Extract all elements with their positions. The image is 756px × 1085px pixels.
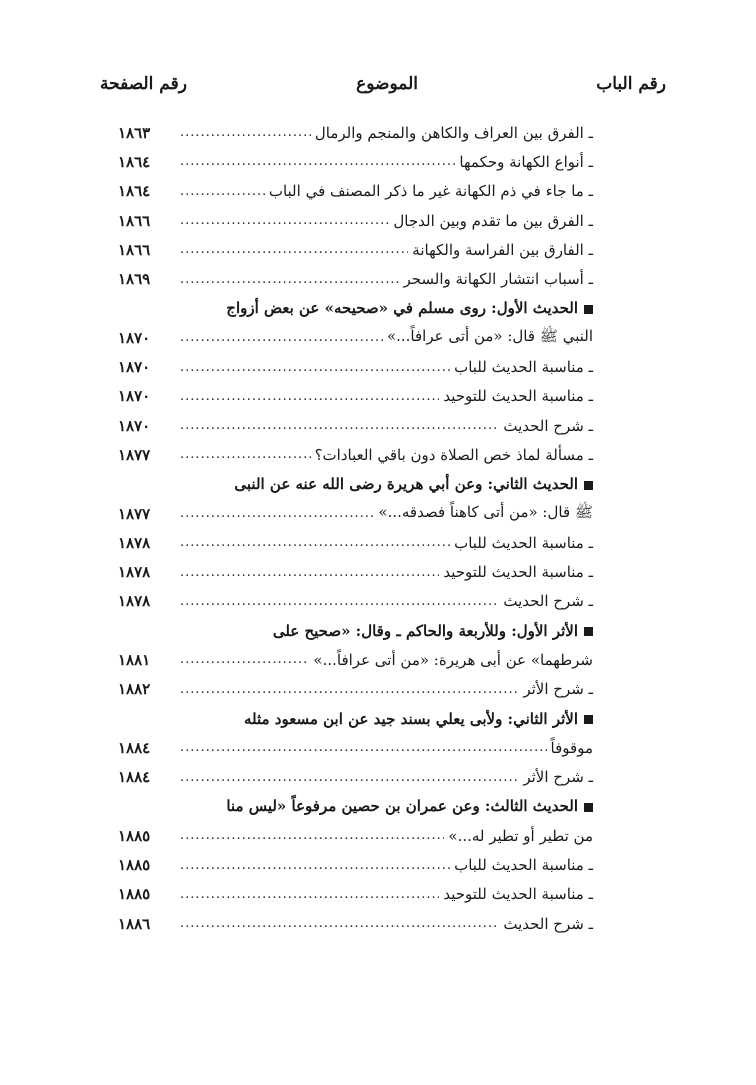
toc-entry — [118, 440, 593, 469]
toc-entry — [118, 528, 593, 557]
toc-entry-label: ـ شرح الأثر — [523, 680, 593, 699]
toc-page-number: ١٨٧٨ — [118, 563, 151, 582]
toc-entry-text — [455, 153, 593, 171]
toc-entry-label: ـ أسباب انتشار الكهانة والسحر — [403, 270, 593, 289]
square-bullet-icon — [584, 627, 593, 636]
toc-entry-text — [499, 417, 593, 435]
toc-entry — [118, 352, 593, 381]
toc-entry-label: ـ مسألة لماذ خص الصلاة دون باقي العبادات؟ — [314, 445, 593, 464]
toc-entry-text — [311, 446, 593, 464]
toc-entry-label: شرطهما» عن أبى هريرة: «من أتى عرافاً...» — [313, 650, 593, 669]
toc-entry — [118, 733, 593, 762]
toc-entry-label: النبي ﷺ قال: «من أتى عرافاً...» — [386, 326, 593, 345]
toc-entry-text — [222, 797, 593, 815]
toc-entry-text — [547, 739, 593, 757]
toc-entry — [118, 880, 593, 909]
toc-entry — [118, 821, 593, 850]
dot-leader — [180, 565, 439, 580]
toc-entry-label: ـ الفرق بين ما تقدم وبين الدجال — [393, 211, 593, 230]
toc-entry — [118, 675, 593, 704]
topic-heading: الموضوع — [356, 74, 418, 94]
toc-entry-text — [439, 563, 593, 581]
toc-entry-label: ـ الفرق بين العراف والكاهن والمنجم والرمال — [314, 123, 593, 142]
toc-page-number: ١٨٨٥ — [118, 856, 151, 875]
toc-entry — [118, 264, 593, 293]
toc-entry — [118, 411, 593, 440]
dot-leader — [180, 594, 499, 609]
toc-entry — [118, 850, 593, 879]
dot-leader — [180, 184, 265, 199]
toc-entries — [118, 118, 593, 938]
dot-leader — [180, 242, 408, 257]
toc-entry-label: ـ مناسبة الحديث للتوحيد — [443, 563, 593, 582]
toc-entry — [118, 763, 593, 792]
toc-page-number: ١٨٧٧ — [118, 445, 151, 464]
toc-entry-label: ـ شرح الحديث — [503, 416, 593, 435]
toc-entry-label: ـ مناسبة الحديث للباب — [454, 358, 593, 377]
toc-entry-label: ـ الفارق بين الفراسة والكهانة — [412, 240, 593, 259]
dot-leader — [180, 418, 499, 433]
toc-entry-text — [450, 358, 593, 376]
square-bullet-icon — [584, 715, 593, 724]
toc-entry-text — [309, 651, 593, 669]
toc-page-number: ١٨٧٠ — [118, 358, 151, 377]
toc-entry-text — [399, 270, 593, 288]
dot-leader — [180, 682, 519, 697]
toc-entry-label: ـ مناسبة الحديث للباب — [454, 856, 593, 875]
dot-leader — [180, 213, 389, 228]
dot-leader — [180, 535, 450, 550]
toc-entry-label: الأثر الثاني: ولأبى يعلي بسند جيد عن ابن مسعود مثله — [244, 709, 578, 728]
dot-leader — [180, 389, 439, 404]
toc-entry-label: الحديث الأول: روى مسلم في «صحيحه» عن بعض أزواج — [226, 299, 578, 318]
toc-entry-label: الحديث الثالث: وعن عمران بن حصين مرفوعاً «ليس منا — [226, 797, 578, 816]
toc-entry-label: موقوفاً — [550, 738, 593, 757]
toc-page-number: ١٨٨٤ — [118, 768, 151, 787]
toc-page-number: ١٨٨٤ — [118, 738, 151, 757]
toc-entry-text — [269, 622, 593, 640]
toc-page-number: ١٨٧٧ — [118, 504, 151, 523]
toc-page-number: ١٨٧٨ — [118, 592, 151, 611]
toc-entry-label: الحديث الثاني: وعن أبي هريرة رضى الله عنه عن النبى — [234, 475, 578, 494]
toc-page-number: ١٨٨٦ — [118, 914, 151, 933]
toc-entry-label: الأثر الأول: وللأربعة والحاكم ـ وقال: «صحيح على — [272, 621, 578, 640]
toc-entry-text — [265, 182, 593, 200]
dot-leader — [180, 828, 444, 843]
toc-entry-text — [383, 327, 593, 349]
dot-leader — [180, 916, 499, 931]
dot-leader — [180, 272, 399, 287]
toc-page-number: ١٨٨٢ — [118, 680, 151, 699]
dot-leader — [180, 125, 311, 140]
toc-entry — [118, 499, 593, 528]
toc-entry-label: ـ مناسبة الحديث للتوحيد — [443, 885, 593, 904]
toc-entry-text — [450, 856, 593, 874]
toc-page-number: ١٨٧٠ — [118, 387, 151, 406]
toc-entry — [118, 616, 593, 645]
toc-page-number: ١٨٧٨ — [118, 533, 151, 552]
toc-entry — [118, 206, 593, 235]
chapter-number-heading: رقم الباب — [596, 74, 666, 94]
toc-entry-label: من تطير أو تطير له...» — [448, 826, 593, 845]
dot-leader — [180, 652, 309, 667]
toc-entry — [118, 235, 593, 264]
toc-entry-label: ـ ما جاء في ذم الكهانة غير ما ذكر المصنف في الباب — [268, 182, 593, 201]
toc-entry — [118, 323, 593, 352]
toc-entry-text — [499, 592, 593, 610]
toc-entry — [118, 470, 593, 499]
toc-entry-text — [439, 387, 593, 405]
square-bullet-icon — [584, 803, 593, 812]
toc-entry-text — [408, 241, 593, 259]
toc-entry — [118, 792, 593, 821]
toc-entry — [118, 382, 593, 411]
toc-entry — [118, 587, 593, 616]
toc-entry-label: ـ مناسبة الحديث للباب — [454, 533, 593, 552]
toc-entry-text — [230, 475, 593, 493]
toc-entry-text — [311, 124, 593, 142]
toc-page-number: ١٨٨١ — [118, 650, 151, 669]
toc-entry-text — [519, 680, 593, 698]
toc-entry-text — [222, 299, 593, 317]
toc-page-number: ١٨٦٦ — [118, 240, 151, 259]
toc-entry-text — [240, 710, 593, 728]
toc-page-number: ١٨٧٠ — [118, 328, 151, 347]
toc-entry — [118, 909, 593, 938]
dot-leader — [180, 447, 311, 462]
dot-leader — [180, 330, 383, 345]
toc-page-number: ١٨٦٩ — [118, 270, 151, 289]
toc-entry-text — [499, 915, 593, 933]
dot-leader — [180, 858, 450, 873]
square-bullet-icon — [584, 481, 593, 490]
dot-leader — [180, 506, 374, 521]
toc-entry — [118, 557, 593, 586]
toc-entry — [118, 118, 593, 147]
toc-page-number: ١٨٧٠ — [118, 416, 151, 435]
toc-entry — [118, 294, 593, 323]
toc-entry — [118, 147, 593, 176]
toc-entry-text — [389, 212, 593, 230]
toc-page-number: ١٨٨٥ — [118, 826, 151, 845]
toc-entry-label: ـ شرح الأثر — [523, 768, 593, 787]
toc-page-number: ١٨٦٤ — [118, 152, 151, 171]
toc-page-number: ١٨٨٥ — [118, 885, 151, 904]
square-bullet-icon — [584, 305, 593, 314]
toc-entry-text — [374, 503, 593, 525]
dot-leader — [180, 740, 547, 755]
toc-entry-text — [439, 885, 593, 903]
dot-leader — [180, 887, 439, 902]
toc-entry — [118, 177, 593, 206]
toc-entry-text — [519, 768, 593, 786]
toc-page-number: ١٨٦٣ — [118, 123, 151, 142]
toc-entry-text — [444, 827, 593, 845]
dot-leader — [180, 770, 519, 785]
dot-leader — [180, 154, 455, 169]
toc-entry-label: ـ شرح الحديث — [503, 592, 593, 611]
toc-entry-label: ـ شرح الحديث — [503, 914, 593, 933]
toc-entry — [118, 704, 593, 733]
page-number-heading: رقم الصفحة — [100, 74, 187, 94]
dot-leader — [180, 360, 450, 375]
toc-entry-label: ـ مناسبة الحديث للتوحيد — [443, 387, 593, 406]
toc-entry-text — [450, 534, 593, 552]
toc-page-number: ١٨٦٦ — [118, 211, 151, 230]
toc-header — [100, 74, 666, 104]
toc-page-number: ١٨٦٤ — [118, 182, 151, 201]
toc-entry — [118, 645, 593, 674]
toc-entry-label: ـ أنواع الكهانة وحكمها — [459, 152, 593, 171]
toc-entry-label: ﷺ قال: «من أتى كاهناً فصدقه...» — [378, 502, 593, 521]
